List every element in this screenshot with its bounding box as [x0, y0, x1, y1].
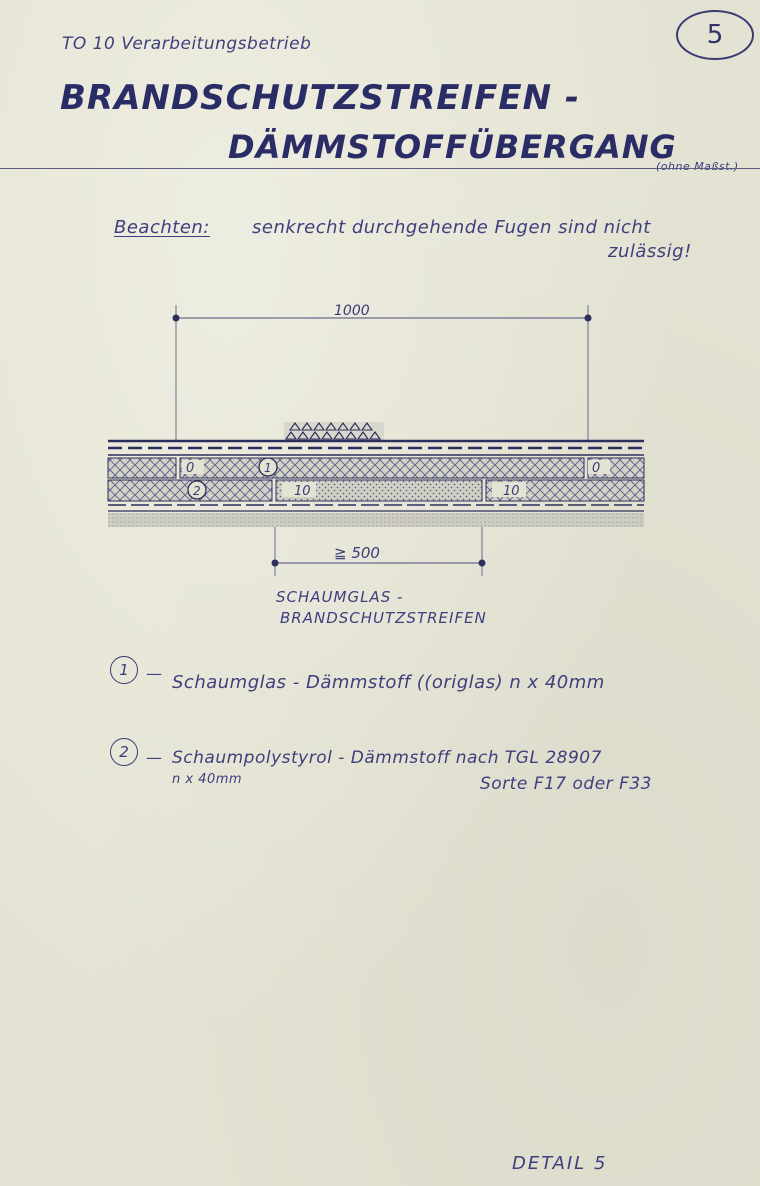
title-line-1: BRANDSCHUTZSTREIFEN -	[60, 78, 581, 118]
fire-strip-marker	[284, 422, 384, 440]
note-label: Beachten:	[114, 217, 210, 238]
drawing-caption-line-1: SCHAUMGLAS -	[276, 588, 404, 606]
legend-marker-1-label: 1	[119, 661, 129, 679]
joint-lower-left: 10	[294, 484, 311, 499]
dimension-bottom	[272, 527, 486, 576]
joint-lower-right: 10	[503, 484, 520, 499]
joint-upper-right: 0	[592, 461, 601, 476]
title-line-2: DÄMMSTOFFÜBERGANG	[228, 128, 677, 166]
dimension-top-label: 1000	[334, 303, 370, 319]
dimension-top	[173, 303, 592, 440]
legend-item-2-size: n x 40mm	[172, 772, 243, 787]
page-number: 5	[706, 20, 724, 50]
layer-2-marker	[188, 481, 206, 499]
legend-dash-2: —	[146, 748, 163, 767]
header-note: TO 10 Verarbeitungsbetrieb	[62, 34, 312, 54]
detail-label: DETAIL 5	[512, 1153, 608, 1174]
legend-dash-1: —	[146, 664, 163, 683]
dimension-bottom-label: ≧ 500	[334, 544, 380, 562]
layer-2-marker-label: 2	[193, 484, 201, 498]
legend-marker-2	[110, 738, 138, 766]
layer-1-marker-label: 1	[264, 461, 272, 475]
legend-item-2-grade: Sorte F17 oder F33	[480, 774, 652, 794]
roof-membrane	[108, 441, 644, 455]
scale-note: (ohne Maßst.)	[656, 160, 739, 173]
substrate	[108, 505, 644, 527]
legend-marker-2-label: 2	[119, 743, 129, 761]
note-text-line-1: senkrecht durchgehende Fugen sind nicht	[252, 217, 651, 238]
note-text-line-2: zulässig!	[608, 241, 692, 262]
drawing-caption-line-2: BRANDSCHUTZSTREIFEN	[280, 609, 487, 627]
legend-item-2-text: Schaumpolystyrol - Dämmstoff nach TGL 28907	[172, 748, 602, 768]
legend-marker-1	[110, 656, 138, 684]
legend-item-1-text: Schaumglas - Dämmstoff ((origlas) n x 40mm	[172, 672, 605, 693]
joint-upper-left: 0	[186, 461, 195, 476]
layer-1-marker	[259, 458, 277, 476]
